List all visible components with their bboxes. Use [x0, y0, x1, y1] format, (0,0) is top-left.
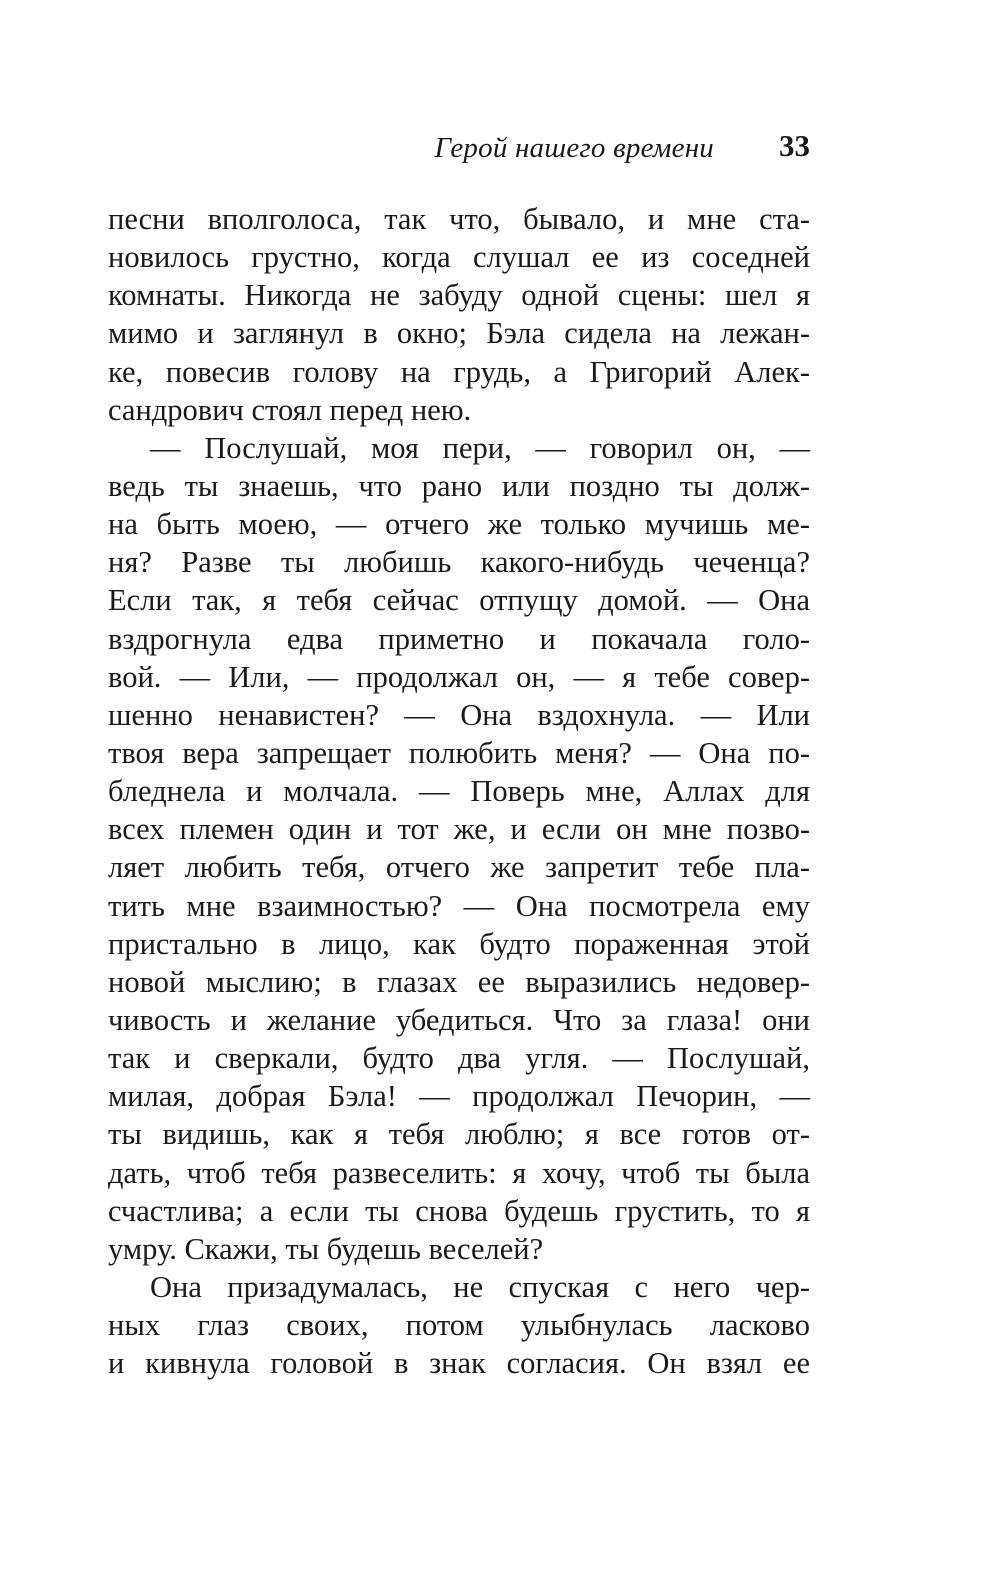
text-line: Она призадумалась, не спуская с него чер- — [150, 1269, 810, 1304]
text-line: песни вполголоса, так что, бывало, и мне ста- — [108, 202, 810, 236]
text-line: сандрович стоял перед нею. — [108, 392, 472, 427]
text-line: и кивнула головой в знак согласия. Он взял ее — [108, 1346, 810, 1381]
text-line: ня? Разве ты любишь какого-нибудь чеченца? — [108, 545, 810, 580]
text-line: всех племен один и тот же, и если он мне позво- — [108, 812, 810, 847]
text-line: чивость и желание убедиться. Что за глаза! они — [108, 1002, 810, 1037]
text-line: так и сверкали, будто два угля. — Послушай, — [108, 1041, 810, 1076]
text-line: бледнела и молчала. — Поверь мне, Аллах для — [108, 774, 810, 809]
text-line: шенно ненавистен? — Она вздохнула. — Или — [108, 697, 810, 732]
text-line: ведь ты знаешь, что рано или поздно ты долж- — [108, 468, 810, 503]
text-line: ке, повесив голову на грудь, а Григорий Алек- — [108, 354, 810, 389]
text-line: — Послушай, моя пери, — говорил он, — — [150, 430, 810, 465]
text-line: ных глаз своих, потом улыбнулась ласково — [108, 1308, 810, 1343]
text-line: счастлива; а если ты снова будешь грустить, то я — [108, 1193, 810, 1228]
text-line: пристально в лицо, как будто пораженная этой — [108, 926, 810, 961]
running-header — [108, 128, 810, 172]
text-line: милая, добрая Бэла! — продолжал Печорин, — — [108, 1079, 810, 1114]
text-line: Если так, я тебя сейчас отпущу домой. — Она — [108, 583, 810, 618]
running-title: Герой нашего времени — [434, 132, 714, 164]
text-line: вой. — Или, — продолжал он, — я тебе совер- — [108, 659, 810, 694]
text-line: на быть моею, — отчего же только мучишь ме- — [108, 507, 810, 542]
page-number: 33 — [779, 128, 810, 163]
text-line: ты видишь, как я тебя люблю; я все готов от- — [108, 1117, 810, 1152]
text-line: умру. Скажи, ты будешь веселей? — [108, 1231, 544, 1266]
text-line: дать, чтоб тебя развеселить: я хочу, чтоб ты была — [108, 1155, 810, 1190]
text-line: вздрогнула едва приметно и покачала голо- — [108, 621, 810, 656]
text-line: мимо и заглянул в окно; Бэла сидела на лежан- — [108, 316, 810, 351]
text-line: тить мне взаимностью? — Она посмотрела ему — [108, 888, 810, 923]
text-line: комнаты. Никогда не забуду одной сцены: шел я — [108, 278, 810, 313]
text-line: новилось грустно, когда слушал ее из соседней — [108, 240, 810, 275]
text-line: ляет любить тебя, отчего же запретит тебе пла- — [108, 850, 810, 885]
text-line: твоя вера запрещает полюбить меня? — Она по- — [108, 735, 810, 770]
body-text — [108, 200, 810, 1382]
text-line: новой мыслию; в глазах ее выразились недовер- — [108, 964, 810, 999]
